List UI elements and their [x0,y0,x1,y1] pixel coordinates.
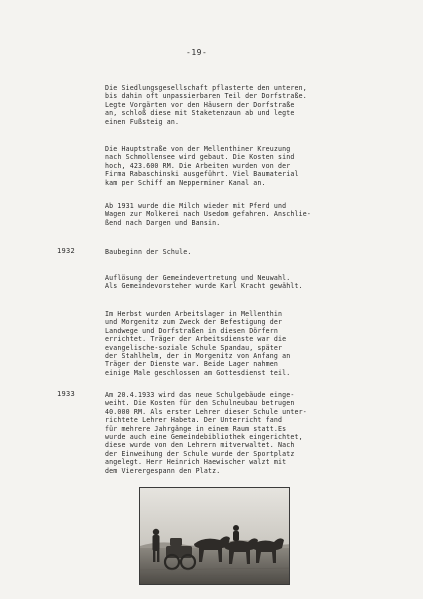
year-label-1932: 1932 [57,247,76,255]
page-number: -19- [186,48,208,57]
photo-horse-team-roller [139,487,290,585]
paragraph-schulgebaeude: Am 20.4.1933 wird das neue Schulgebäude einge- weiht. Die Kosten für den Schulneubau betrugen 40.000 RM. Als erster Lehrer dieser Schule unter- richtete Lehrer Habeta. Der Unterricht fand für mehrere Jahrgänge in einem Raum statt.Es wurde auch eine Gemeindebibliothek eingerichtet, diese wurde von den Lehrern mitverwaltet. Nach der Einweihung der Schule wurde der Sportplatz angelegt. Herr Heinrich Haewischer walzt mit dem Vierergespann den Platz. [105,391,307,475]
paragraph-gemeindevertretung: Auflösung der Gemeindevertretung und Neuwahl. Als Gemeindevorsteher wurde Karl Kracht gewählt. [105,274,303,291]
paragraph-siedlungsgesellschaft: Die Siedlungsgesellschaft pflasterte den unteren, bis dahin oft unpassierbaren Teil der Dorfstraße. Legte Vorgärten vor den Häusern der Dorfstraße an, schloß diese mit Staketenzaun ab und legte einen Fußsteig an. [105,84,307,126]
paragraph-baubeginn: Baubeginn der Schule. [105,248,192,256]
paragraph-arbeitslager: Im Herbst wurden Arbeitslager in Mellenthin und Morgenitz zum Zweck der Befestigung der Landwege und Dorfstraßen in diesen Dörfern errichtet. Träger der Arbeitsdienste war die evangelische-soziale Schule Spandau, später der Stahlhelm, der in Morgenitz von Anfang an Träger der Dienste war. Beide Lager nahmen einige Male geschlossen am Gottesdienst teil. [105,310,291,377]
paragraph-hauptstrasse: Die Hauptstraße von der Mellenthiner Kreuzung nach Schmollensee wird gebaut. Die Kosten sind hoch, 423.600 RM. Die Arbeiten wurden von der Firma Rabaschinski ausgeführt. Viel Baumaterial kam per Schiff am Nepperminer Kanal an. [105,145,299,187]
year-label-1933: 1933 [57,390,76,398]
paragraph-milch: Ab 1931 wurde die Milch wieder mit Pferd und Wagen zur Molkerei nach Usedom gefahren. Anschlie- ßend nach Dargen und Bansin. [105,202,311,227]
